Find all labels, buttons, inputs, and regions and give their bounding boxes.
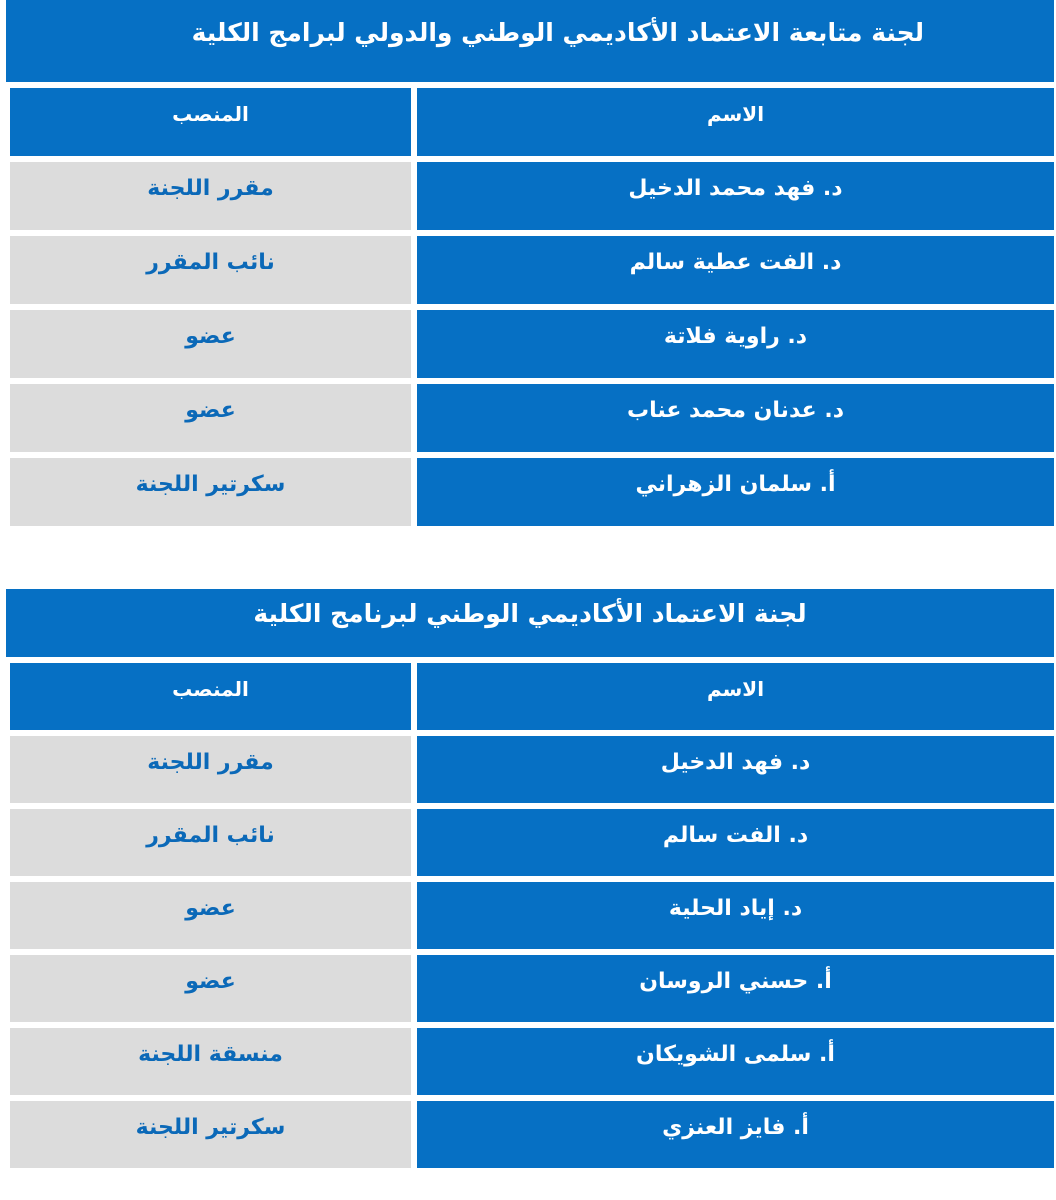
- member-name: د. فهد الدخيل: [417, 736, 1054, 803]
- table-row: [6, 1028, 1054, 1095]
- member-role: عضو: [10, 310, 411, 378]
- table-header-row: [6, 88, 1054, 156]
- committee-title: لجنة متابعة الاعتماد الأكاديمي الوطني والدولي لبرامج الكلية: [6, 0, 1054, 82]
- committee-title: لجنة الاعتماد الأكاديمي الوطني لبرنامج الكلية: [6, 589, 1054, 657]
- table-row: [6, 458, 1054, 526]
- member-name: د. راوية فلاتة: [417, 310, 1054, 378]
- member-name: أ. سلمان الزهراني: [417, 458, 1054, 526]
- member-name: أ. فايز العنزي: [417, 1101, 1054, 1168]
- member-role: نائب المقرر: [10, 236, 411, 304]
- member-name: أ. حسني الروسان: [417, 955, 1054, 1022]
- member-role: نائب المقرر: [10, 809, 411, 876]
- table-row: [6, 736, 1054, 803]
- table-row: [6, 310, 1054, 378]
- member-name: د. الفت سالم: [417, 809, 1054, 876]
- role-column-header: المنصب: [10, 663, 411, 730]
- member-name: د. عدنان محمد عناب: [417, 384, 1054, 452]
- table-row: [6, 1101, 1054, 1168]
- member-role: مقرر اللجنة: [10, 162, 411, 230]
- table-row: [6, 809, 1054, 876]
- member-name: د. فهد محمد الدخيل: [417, 162, 1054, 230]
- member-role: عضو: [10, 384, 411, 452]
- table-row: [6, 236, 1054, 304]
- table-row: [6, 955, 1054, 1022]
- member-name: د. إياد الحلية: [417, 882, 1054, 949]
- member-role: سكرتير اللجنة: [10, 1101, 411, 1168]
- member-role: سكرتير اللجنة: [10, 458, 411, 526]
- table-row: [6, 882, 1054, 949]
- committee-table-1: [6, 0, 1054, 526]
- name-column-header: الاسم: [417, 88, 1054, 156]
- member-role: عضو: [10, 882, 411, 949]
- table-row: [6, 384, 1054, 452]
- role-column-header: المنصب: [10, 88, 411, 156]
- member-role: مقرر اللجنة: [10, 736, 411, 803]
- member-name: أ. سلمى الشويكان: [417, 1028, 1054, 1095]
- member-role: منسقة اللجنة: [10, 1028, 411, 1095]
- table-header-row: [6, 663, 1054, 730]
- committee-table-2: [6, 589, 1054, 1168]
- member-role: عضو: [10, 955, 411, 1022]
- name-column-header: الاسم: [417, 663, 1054, 730]
- member-name: د. الفت عطية سالم: [417, 236, 1054, 304]
- table-row: [6, 162, 1054, 230]
